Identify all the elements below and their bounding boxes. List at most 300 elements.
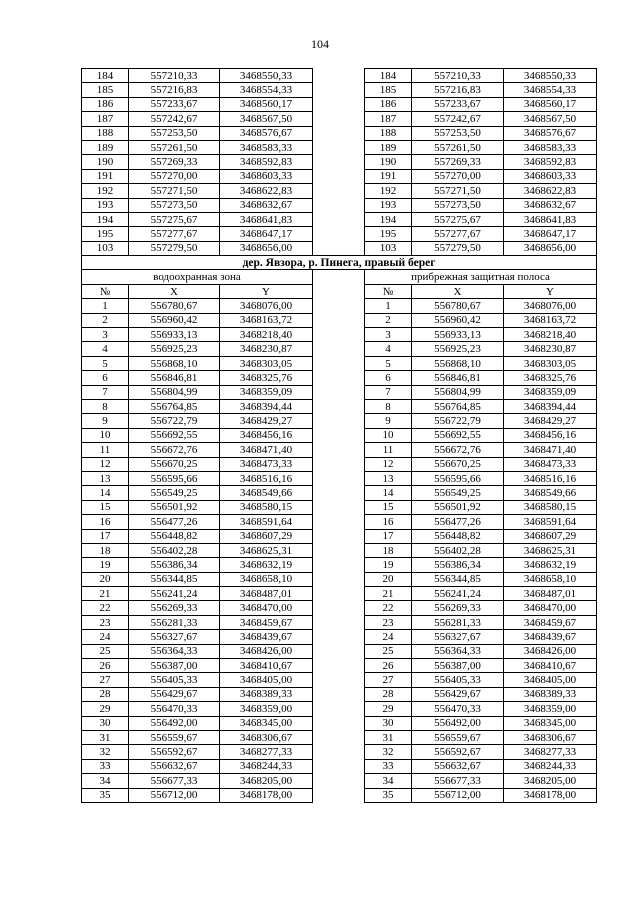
top-rows [82, 69, 597, 256]
x-coordinate-right: 556804,99 [412, 385, 504, 399]
column-gap [313, 730, 365, 744]
y-coordinate-right: 3468429,27 [504, 414, 597, 428]
point-number-right: 103 [365, 241, 412, 255]
y-coordinate-right: 3468583,33 [504, 140, 597, 154]
point-number-left: 31 [82, 730, 129, 744]
x-coordinate-left: 557269,33 [129, 155, 220, 169]
y-coordinate-left: 3468583,33 [220, 140, 313, 154]
point-number-left: 190 [82, 155, 129, 169]
y-coordinate-right: 3468345,00 [504, 716, 597, 730]
column-gap [313, 97, 365, 111]
column-gap [313, 788, 365, 802]
coordinates-table [81, 68, 597, 803]
x-coordinate-right: 556595,66 [412, 471, 504, 485]
y-coordinate-left: 3468410,67 [220, 659, 313, 673]
column-gap [313, 342, 365, 356]
point-number-right: 18 [365, 543, 412, 557]
column-gap [313, 126, 365, 140]
left-zone-title: водоохранная зона [82, 270, 313, 284]
column-gap [313, 601, 365, 615]
x-coordinate-left: 556327,67 [129, 630, 220, 644]
y-coordinate-right: 3468632,19 [504, 558, 597, 572]
y-coordinate-left: 3468163,72 [220, 313, 313, 327]
column-gap [313, 471, 365, 485]
x-coordinate-left: 556241,24 [129, 587, 220, 601]
x-coordinate-left: 557271,50 [129, 184, 220, 198]
y-coordinate-right: 3468580,15 [504, 500, 597, 514]
point-number-right: 12 [365, 457, 412, 471]
y-coordinate-right: 3468389,33 [504, 687, 597, 701]
y-coordinate-right: 3468456,16 [504, 428, 597, 442]
table-row [82, 371, 597, 385]
column-gap [313, 83, 365, 97]
zone-rows [82, 299, 597, 803]
x-coordinate-left: 556868,10 [129, 356, 220, 370]
x-coordinate-left: 556632,67 [129, 759, 220, 773]
x-coordinate-left: 557253,50 [129, 126, 220, 140]
table-row [82, 659, 597, 673]
x-coordinate-right: 556933,13 [412, 328, 504, 342]
point-number-left: 32 [82, 745, 129, 759]
x-coordinate-left: 556448,82 [129, 529, 220, 543]
y-coordinate-left: 3468632,19 [220, 558, 313, 572]
y-coordinate-right: 3468306,67 [504, 730, 597, 744]
column-gap [313, 184, 365, 198]
table-row [82, 69, 597, 83]
y-coordinate-right: 3468567,50 [504, 112, 597, 126]
point-number-left: 25 [82, 644, 129, 658]
x-coordinate-right: 556672,76 [412, 443, 504, 457]
point-number-right: 195 [365, 227, 412, 241]
x-coordinate-left: 556722,79 [129, 414, 220, 428]
column-gap [313, 615, 365, 629]
point-number-right: 14 [365, 486, 412, 500]
column-headers [82, 284, 597, 298]
x-coordinate-right: 556722,79 [412, 414, 504, 428]
table-row [82, 644, 597, 658]
point-number-left: 194 [82, 212, 129, 226]
x-coordinate-right: 557253,50 [412, 126, 504, 140]
y-coordinate-right: 3468549,66 [504, 486, 597, 500]
table-row [82, 759, 597, 773]
y-coordinate-right: 3468576,67 [504, 126, 597, 140]
y-coordinate-left: 3468591,64 [220, 515, 313, 529]
table-row [82, 486, 597, 500]
table-row [82, 97, 597, 111]
table-row [82, 443, 597, 457]
x-coordinate-right: 556925,23 [412, 342, 504, 356]
y-coordinate-left: 3468345,00 [220, 716, 313, 730]
point-number-right: 21 [365, 587, 412, 601]
table-row [82, 457, 597, 471]
x-coordinate-right: 556764,85 [412, 399, 504, 413]
table-row [82, 241, 597, 255]
column-gap [313, 270, 365, 284]
y-coordinate-right: 3468163,72 [504, 313, 597, 327]
y-coordinate-left: 3468603,33 [220, 169, 313, 183]
column-gap [313, 759, 365, 773]
y-coordinate-right: 3468439,67 [504, 630, 597, 644]
column-gap [313, 486, 365, 500]
column-gap [313, 414, 365, 428]
x-coordinate-right: 556448,82 [412, 529, 504, 543]
x-coordinate-right: 557242,67 [412, 112, 504, 126]
point-number-right: 7 [365, 385, 412, 399]
table-row [82, 673, 597, 687]
x-coordinate-right: 557261,50 [412, 140, 504, 154]
x-coordinate-right: 556429,67 [412, 687, 504, 701]
y-coordinate-right: 3468230,87 [504, 342, 597, 356]
point-number-left: 192 [82, 184, 129, 198]
y-coordinate-right: 3468178,00 [504, 788, 597, 802]
point-number-left: 19 [82, 558, 129, 572]
column-gap [313, 198, 365, 212]
column-gap [313, 457, 365, 471]
x-coordinate-right: 556327,67 [412, 630, 504, 644]
y-coordinate-right: 3468560,17 [504, 97, 597, 111]
table-row [82, 299, 597, 313]
y-coordinate-left: 3468426,00 [220, 644, 313, 658]
point-number-right: 185 [365, 83, 412, 97]
point-number-left: 15 [82, 500, 129, 514]
y-coordinate-left: 3468230,87 [220, 342, 313, 356]
y-coordinate-right: 3468359,00 [504, 702, 597, 716]
y-coordinate-right: 3468550,33 [504, 69, 597, 83]
x-coordinate-right: 557269,33 [412, 155, 504, 169]
y-coordinate-right: 3468516,16 [504, 471, 597, 485]
point-number-right: 190 [365, 155, 412, 169]
y-coordinate-right: 3468410,67 [504, 659, 597, 673]
x-coordinate-right: 556501,92 [412, 500, 504, 514]
y-coordinate-right: 3468426,00 [504, 644, 597, 658]
x-coordinate-right: 557279,50 [412, 241, 504, 255]
table-row [82, 543, 597, 557]
y-coordinate-left: 3468550,33 [220, 69, 313, 83]
y-coordinate-left: 3468658,10 [220, 572, 313, 586]
x-coordinate-right: 556549,25 [412, 486, 504, 500]
y-coordinate-left: 3468516,16 [220, 471, 313, 485]
x-coordinate-right: 556470,33 [412, 702, 504, 716]
y-coordinate-right: 3468244,33 [504, 759, 597, 773]
y-coordinate-left: 3468325,76 [220, 371, 313, 385]
column-gap [313, 774, 365, 788]
point-number-right: 187 [365, 112, 412, 126]
x-coordinate-right: 556868,10 [412, 356, 504, 370]
x-coordinate-left: 557275,67 [129, 212, 220, 226]
x-coordinate-left: 557216,83 [129, 83, 220, 97]
table-row [82, 112, 597, 126]
table-row [82, 198, 597, 212]
point-number-right: 20 [365, 572, 412, 586]
table-row [82, 184, 597, 198]
y-coordinate-left: 3468277,33 [220, 745, 313, 759]
point-number-left: 11 [82, 443, 129, 457]
y-coordinate-left: 3468580,15 [220, 500, 313, 514]
point-number-left: 5 [82, 356, 129, 370]
point-number-left: 195 [82, 227, 129, 241]
y-coordinate-left: 3468359,00 [220, 702, 313, 716]
x-coordinate-right: 557233,67 [412, 97, 504, 111]
y-coordinate-right: 3468647,17 [504, 227, 597, 241]
x-coordinate-right: 556477,26 [412, 515, 504, 529]
header-x-left: X [129, 284, 220, 298]
x-coordinate-left: 556925,23 [129, 342, 220, 356]
table-row [82, 630, 597, 644]
table-row [82, 587, 597, 601]
y-coordinate-right: 3468622,83 [504, 184, 597, 198]
y-coordinate-left: 3468470,00 [220, 601, 313, 615]
column-gap [313, 716, 365, 730]
right-zone-title: прибрежная защитная полоса [365, 270, 597, 284]
point-number-left: 34 [82, 774, 129, 788]
point-number-left: 28 [82, 687, 129, 701]
point-number-right: 193 [365, 198, 412, 212]
point-number-right: 13 [365, 471, 412, 485]
point-number-right: 192 [365, 184, 412, 198]
y-coordinate-right: 3468473,33 [504, 457, 597, 471]
column-gap [313, 500, 365, 514]
point-number-right: 25 [365, 644, 412, 658]
column-gap [313, 687, 365, 701]
table-row [82, 414, 597, 428]
x-coordinate-right: 556281,33 [412, 615, 504, 629]
y-coordinate-left: 3468244,33 [220, 759, 313, 773]
point-number-left: 2 [82, 313, 129, 327]
column-gap [313, 702, 365, 716]
x-coordinate-right: 557273,50 [412, 198, 504, 212]
column-gap [313, 313, 365, 327]
y-coordinate-left: 3468632,67 [220, 198, 313, 212]
column-gap [313, 140, 365, 154]
point-number-left: 29 [82, 702, 129, 716]
x-coordinate-left: 556501,92 [129, 500, 220, 514]
point-number-right: 26 [365, 659, 412, 673]
y-coordinate-left: 3468647,17 [220, 227, 313, 241]
y-coordinate-right: 3468470,00 [504, 601, 597, 615]
y-coordinate-left: 3468394,44 [220, 399, 313, 413]
column-gap [313, 543, 365, 557]
table-row [82, 140, 597, 154]
x-coordinate-right: 556632,67 [412, 759, 504, 773]
column-gap [313, 745, 365, 759]
table-row [82, 601, 597, 615]
x-coordinate-left: 557279,50 [129, 241, 220, 255]
point-number-right: 8 [365, 399, 412, 413]
column-gap [313, 399, 365, 413]
y-coordinate-right: 3468459,67 [504, 615, 597, 629]
point-number-right: 32 [365, 745, 412, 759]
point-number-left: 189 [82, 140, 129, 154]
point-number-left: 6 [82, 371, 129, 385]
y-coordinate-right: 3468658,10 [504, 572, 597, 586]
y-coordinate-left: 3468656,00 [220, 241, 313, 255]
header-y-left: Y [220, 284, 313, 298]
column-gap [313, 241, 365, 255]
point-number-right: 11 [365, 443, 412, 457]
x-coordinate-right: 556670,25 [412, 457, 504, 471]
column-gap [313, 112, 365, 126]
table-row [82, 500, 597, 514]
table-row [82, 356, 597, 370]
y-coordinate-left: 3468359,09 [220, 385, 313, 399]
y-coordinate-left: 3468487,01 [220, 587, 313, 601]
point-number-right: 27 [365, 673, 412, 687]
point-number-left: 193 [82, 198, 129, 212]
y-coordinate-left: 3468473,33 [220, 457, 313, 471]
table-row [82, 428, 597, 442]
point-number-right: 191 [365, 169, 412, 183]
table-row [82, 687, 597, 701]
x-coordinate-left: 556429,67 [129, 687, 220, 701]
point-number-left: 22 [82, 601, 129, 615]
header-num-right: № [365, 284, 412, 298]
point-number-left: 10 [82, 428, 129, 442]
y-coordinate-right: 3468205,00 [504, 774, 597, 788]
x-coordinate-right: 556241,24 [412, 587, 504, 601]
y-coordinate-right: 3468591,64 [504, 515, 597, 529]
x-coordinate-left: 556549,25 [129, 486, 220, 500]
y-coordinate-right: 3468359,09 [504, 385, 597, 399]
x-coordinate-right: 556780,67 [412, 299, 504, 313]
column-gap [313, 299, 365, 313]
header-num-left: № [82, 284, 129, 298]
x-coordinate-right: 556677,33 [412, 774, 504, 788]
x-coordinate-left: 556477,26 [129, 515, 220, 529]
table-row [82, 399, 597, 413]
x-coordinate-right: 557210,33 [412, 69, 504, 83]
x-coordinate-right: 557275,67 [412, 212, 504, 226]
column-gap [313, 385, 365, 399]
point-number-left: 7 [82, 385, 129, 399]
point-number-left: 3 [82, 328, 129, 342]
y-coordinate-right: 3468405,00 [504, 673, 597, 687]
y-coordinate-right: 3468607,29 [504, 529, 597, 543]
y-coordinate-left: 3468429,27 [220, 414, 313, 428]
y-coordinate-left: 3468205,00 [220, 774, 313, 788]
y-coordinate-right: 3468592,83 [504, 155, 597, 169]
y-coordinate-left: 3468622,83 [220, 184, 313, 198]
y-coordinate-right: 3468632,67 [504, 198, 597, 212]
y-coordinate-right: 3468394,44 [504, 399, 597, 413]
column-gap [313, 630, 365, 644]
column-gap [313, 572, 365, 586]
point-number-right: 19 [365, 558, 412, 572]
x-coordinate-right: 556559,67 [412, 730, 504, 744]
y-coordinate-left: 3468607,29 [220, 529, 313, 543]
point-number-left: 12 [82, 457, 129, 471]
table-row [82, 227, 597, 241]
point-number-right: 33 [365, 759, 412, 773]
column-gap [313, 371, 365, 385]
point-number-left: 21 [82, 587, 129, 601]
point-number-right: 24 [365, 630, 412, 644]
y-coordinate-left: 3468178,00 [220, 788, 313, 802]
point-number-left: 188 [82, 126, 129, 140]
point-number-right: 9 [365, 414, 412, 428]
x-coordinate-left: 556780,67 [129, 299, 220, 313]
y-coordinate-left: 3468625,31 [220, 543, 313, 557]
y-coordinate-left: 3468459,67 [220, 615, 313, 629]
x-coordinate-right: 556364,33 [412, 644, 504, 658]
column-gap [313, 659, 365, 673]
point-number-right: 35 [365, 788, 412, 802]
point-number-right: 186 [365, 97, 412, 111]
x-coordinate-left: 556960,42 [129, 313, 220, 327]
x-coordinate-left: 556692,55 [129, 428, 220, 442]
column-gap [313, 515, 365, 529]
column-gap [313, 227, 365, 241]
y-coordinate-right: 3468603,33 [504, 169, 597, 183]
y-coordinate-left: 3468389,33 [220, 687, 313, 701]
point-number-right: 29 [365, 702, 412, 716]
table-row [82, 716, 597, 730]
x-coordinate-left: 557242,67 [129, 112, 220, 126]
table-row [82, 788, 597, 802]
point-number-left: 17 [82, 529, 129, 543]
table-row [82, 169, 597, 183]
point-number-right: 4 [365, 342, 412, 356]
point-number-left: 14 [82, 486, 129, 500]
x-coordinate-left: 556386,34 [129, 558, 220, 572]
x-coordinate-left: 556846,81 [129, 371, 220, 385]
column-gap [313, 328, 365, 342]
y-coordinate-left: 3468076,00 [220, 299, 313, 313]
point-number-right: 184 [365, 69, 412, 83]
column-gap [313, 155, 365, 169]
point-number-right: 34 [365, 774, 412, 788]
table-row [82, 328, 597, 342]
y-coordinate-right: 3468656,00 [504, 241, 597, 255]
x-coordinate-left: 556677,33 [129, 774, 220, 788]
y-coordinate-left: 3468218,40 [220, 328, 313, 342]
x-coordinate-left: 556281,33 [129, 615, 220, 629]
y-coordinate-right: 3468641,83 [504, 212, 597, 226]
point-number-right: 189 [365, 140, 412, 154]
x-coordinate-right: 556402,28 [412, 543, 504, 557]
table-row [82, 212, 597, 226]
column-gap [313, 644, 365, 658]
column-gap [313, 428, 365, 442]
table-row [82, 730, 597, 744]
x-coordinate-right: 557271,50 [412, 184, 504, 198]
point-number-right: 22 [365, 601, 412, 615]
y-coordinate-right: 3468277,33 [504, 745, 597, 759]
point-number-right: 31 [365, 730, 412, 744]
y-coordinate-left: 3468567,50 [220, 112, 313, 126]
column-gap [313, 69, 365, 83]
point-number-right: 194 [365, 212, 412, 226]
x-coordinate-right: 556387,00 [412, 659, 504, 673]
y-coordinate-right: 3468625,31 [504, 543, 597, 557]
point-number-left: 18 [82, 543, 129, 557]
table-row [82, 313, 597, 327]
y-coordinate-left: 3468592,83 [220, 155, 313, 169]
column-gap [313, 284, 365, 298]
x-coordinate-right: 556269,33 [412, 601, 504, 615]
y-coordinate-left: 3468576,67 [220, 126, 313, 140]
y-coordinate-left: 3468549,66 [220, 486, 313, 500]
x-coordinate-right: 556344,85 [412, 572, 504, 586]
column-gap [313, 529, 365, 543]
point-number-left: 13 [82, 471, 129, 485]
column-gap [313, 443, 365, 457]
table-row [82, 558, 597, 572]
y-coordinate-left: 3468405,00 [220, 673, 313, 687]
table-row [82, 572, 597, 586]
x-coordinate-left: 556344,85 [129, 572, 220, 586]
x-coordinate-left: 556405,33 [129, 673, 220, 687]
point-number-left: 23 [82, 615, 129, 629]
